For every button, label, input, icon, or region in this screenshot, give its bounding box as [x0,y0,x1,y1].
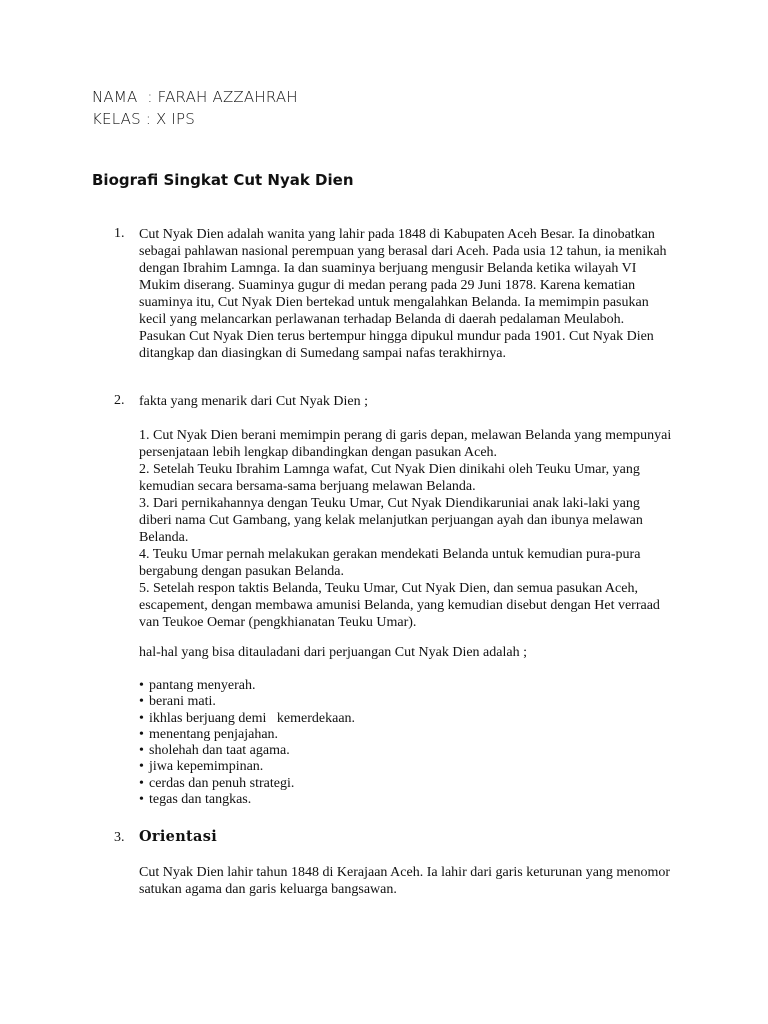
list-item [139,711,679,727]
student-name-line: NAMA : FARAH AZZAHRAH [92,88,298,106]
lesson-text: tegas dan tangkas. [149,792,252,808]
lesson-text: jiwa kepemimpinan. [149,759,264,775]
list-number-1: 1. [114,226,125,241]
bullet-icon: • [139,792,144,808]
fact-item: 5. Setelah respon taktis Belanda, Teuku Umar, Cut Nyak Dien, dan semua pasukan Aceh, escapement, dengan membawa amunisi Belanda, yang kemudian disebut dengan Het verraad van Teukoe Oemar (pengkhianatan Teuku Umar). [139,581,660,630]
bullet-icon: • [139,759,144,775]
lesson-text: berani mati. [149,694,216,710]
lessons-intro: hal-hal yang bisa ditauladani dari perjuangan Cut Nyak Dien adalah ; [139,645,527,660]
orientation-paragraph [139,864,679,898]
list-item [139,743,679,759]
biography-paragraph [139,226,667,362]
facts-list [139,427,674,631]
bullet-icon: • [139,710,144,726]
lesson-text: cerdas dan penuh strategi. [149,775,295,791]
list-number-2: 2. [114,393,125,408]
bullet-icon: • [139,678,144,693]
orientation-text: Cut Nyak Dien lahir tahun 1848 di Kerajaan Aceh. Ia lahir dari garis keturunan yang menomor satukan agama dan garis keluarga bangsawan. [139,865,671,897]
lesson-text: pantang menyerah. [149,678,256,693]
facts-intro: fakta yang menarik dari Cut Nyak Dien ; [139,394,368,409]
fact-item: 3. Dari pernikahannya dengan Teuku Umar, Cut Nyak Diendikaruniai anak laki-laki yang diberi nama Cut Gambang, yang kelak melanjutkan perjuangan ayah dan ibunya melawan Belanda. [139,496,643,545]
list-item [139,727,679,743]
fact-item: 2. Setelah Teuku Ibrahim Lamnga wafat, Cut Nyak Dien dinikahi oleh Teuku Umar, yang kemudian secara bersama-sama berjuang melawan Belanda. [139,462,640,494]
fact-item: 1. Cut Nyak Dien berani memimpin perang di garis depan, melawan Belanda yang mempunyai persenjataan lebih lengkap dibandingkan dengan pasukan Aceh. [139,428,672,460]
bullet-icon: • [139,775,144,791]
list-number-3: 3. [114,830,125,845]
lesson-text: menentang penjajahan. [149,726,279,742]
list-item [139,678,679,694]
lesson-text: sholehah dan taat agama. [149,743,290,759]
lessons-list [139,678,679,808]
orientation-heading: Orientasi [139,828,218,845]
fact-item: 4. Teuku Umar pernah melakukan gerakan mendekati Belanda untuk kemudian pura-pura bergabung dengan pasukan Belanda. [139,547,641,579]
list-item [139,776,679,792]
bullet-icon: • [139,726,144,742]
lesson-text: ikhlas berjuang demi kemerdekaan. [149,710,356,726]
list-item [139,792,679,808]
biography-text: Cut Nyak Dien adalah wanita yang lahir pada 1848 di Kabupaten Aceh Besar. Ia dinobatkan sebagai pahlawan nasional perempuan yang berasal dari Aceh. Pada usia 12 tahun, ia menikah dengan Ibrahim Lamnga. Ia dan suaminya berjuang mengusir Belanda ketika wilayah VI Mukim diserang. Suaminya gugur di medan perang pada 29 Juni 1878. Karena kematian suaminya itu, Cut Nyak Dien bertekad untuk mengalahkan Belanda. Ia memimpin pasukan kecil yang melancarkan perlawanan terhadap Belanda di daerah pedalaman Meulaboh. Pasukan Cut Nyak Dien terus bertempur hingga dipukul mundur pada 1901. Cut Nyak Dien ditangkap dan diasingkan di Sumedang sampai nafas terakhirnya. [139,227,667,361]
bullet-icon: • [139,743,144,759]
student-class-line: KELAS : X IPS [92,110,196,128]
list-item [139,759,679,775]
bullet-icon: • [139,694,144,710]
list-item [139,694,679,710]
document-title: Biografi Singkat Cut Nyak Dien [92,171,354,189]
